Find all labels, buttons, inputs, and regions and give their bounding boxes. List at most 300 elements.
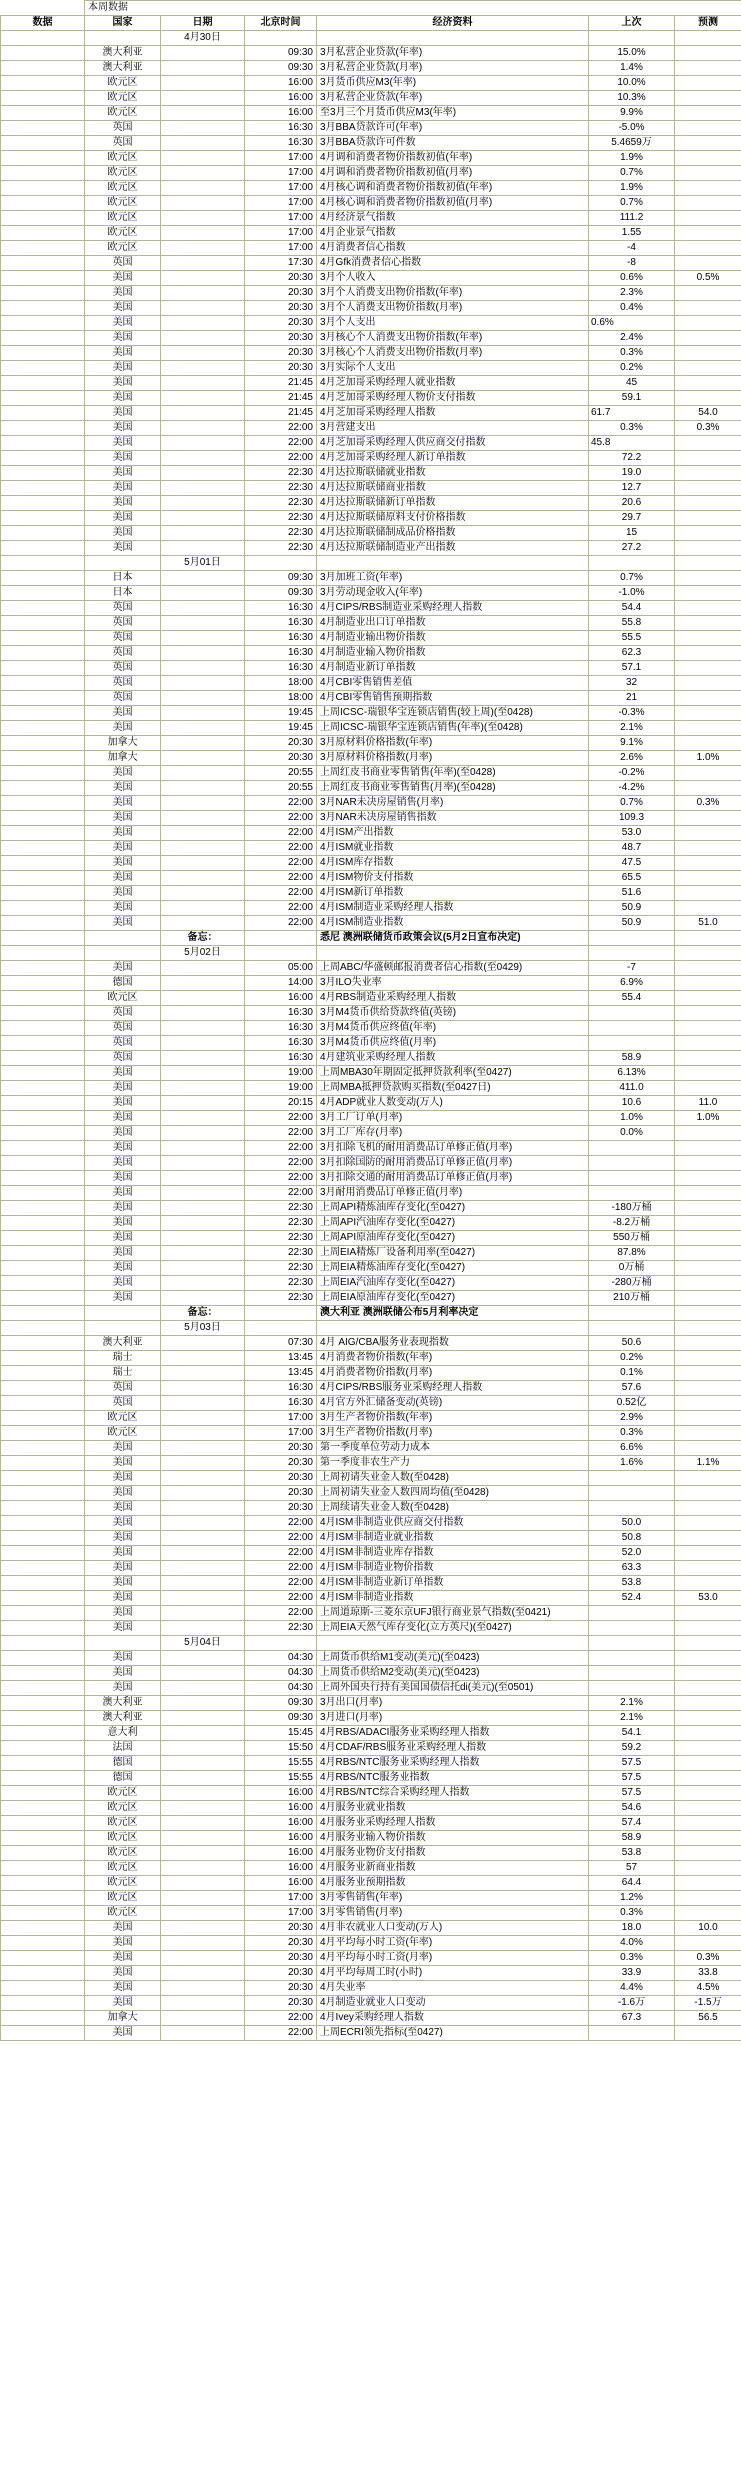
side-spacer (1, 1141, 85, 1156)
side-spacer (1, 481, 85, 496)
cell-event: 3月个人支出 (317, 316, 589, 331)
cell-event: 第一季度单位劳动力成本 (317, 1441, 589, 1456)
table-row (1, 1141, 741, 1156)
side-spacer (1, 1456, 85, 1471)
side-spacer (1, 961, 85, 976)
cell-event: 4月消费者物价指数(年率) (317, 1351, 589, 1366)
cell-forecast (675, 1366, 741, 1381)
cell-previous (589, 1651, 675, 1666)
cell-country: 美国 (85, 286, 161, 301)
cell-country: 美国 (85, 496, 161, 511)
cell-forecast (675, 466, 741, 481)
cell-time: 17:00 (245, 1906, 317, 1921)
table-row (1, 871, 741, 886)
cell-country: 欧元区 (85, 226, 161, 241)
cell-country: 英国 (85, 616, 161, 631)
cell-previous: 1.9% (589, 151, 675, 166)
side-spacer (1, 841, 85, 856)
cell-forecast (675, 1561, 741, 1576)
cell-date (161, 961, 245, 976)
cell-event: 4月核心调和消费者物价指数初值(月率) (317, 196, 589, 211)
side-label: 数据 (1, 16, 85, 31)
cell-previous: 57.5 (589, 1771, 675, 1786)
cell-time: 21:45 (245, 406, 317, 421)
side-spacer (1, 886, 85, 901)
cell-country: 欧元区 (85, 1876, 161, 1891)
table-row (1, 661, 741, 676)
cell-forecast (675, 1156, 741, 1171)
side-spacer (1, 1261, 85, 1276)
cell-time: 22:30 (245, 466, 317, 481)
side-spacer (1, 1816, 85, 1831)
cell-event: 3月加班工资(年率) (317, 571, 589, 586)
cell-time: 14:00 (245, 976, 317, 991)
cell-previous: 50.9 (589, 901, 675, 916)
side-spacer (1, 1711, 85, 1726)
side-spacer (1, 946, 85, 961)
cell-event: 4月消费者信心指数 (317, 241, 589, 256)
cell-previous: 57.4 (589, 1816, 675, 1831)
cell-date (161, 2011, 245, 2026)
side-spacer (1, 1366, 85, 1381)
cell-forecast (675, 886, 741, 901)
cell-previous: 87.8% (589, 1246, 675, 1261)
cell-date (161, 166, 245, 181)
cell-previous: 59.1 (589, 391, 675, 406)
cell-time: 22:00 (245, 1156, 317, 1171)
cell-country: 美国 (85, 1486, 161, 1501)
cell-event: 3月生产者物价指数(年率) (317, 1411, 589, 1426)
table-row (1, 1096, 741, 1111)
cell-time: 16:00 (245, 1846, 317, 1861)
cell-date (161, 226, 245, 241)
cell-time: 20:30 (245, 1921, 317, 1936)
table-row (1, 1666, 741, 1681)
cell-date (161, 1036, 245, 1051)
cell-previous: 21 (589, 691, 675, 706)
cell-forecast (675, 1141, 741, 1156)
side-spacer (1, 571, 85, 586)
cell-country: 英国 (85, 136, 161, 151)
cell-event: 上周EIA精炼油库存变化(至0427) (317, 1261, 589, 1276)
memo-row (1, 931, 741, 946)
side-spacer (1, 451, 85, 466)
cell-country: 美国 (85, 436, 161, 451)
cell-forecast (675, 1846, 741, 1861)
cell-country: 加拿大 (85, 2011, 161, 2026)
banner-title: 本周数据 (85, 1, 741, 16)
side-spacer (1, 151, 85, 166)
table-row (1, 811, 741, 826)
cell-event: 3月零售销售(年率) (317, 1891, 589, 1906)
cell-previous (589, 1666, 675, 1681)
cell-country: 美国 (85, 541, 161, 556)
cell-event: 4月制造业输入物价指数 (317, 646, 589, 661)
cell-event: 上周货币供给M1变动(美元)(至0423) (317, 1651, 589, 1666)
date-header-row (1, 1636, 741, 1651)
cell-country: 美国 (85, 1231, 161, 1246)
side-spacer (1, 1066, 85, 1081)
cell-event: 上周ICSC-瑞银华宝连锁店销售(年率)(至0428) (317, 721, 589, 736)
cell-country: 美国 (85, 466, 161, 481)
side-spacer (1, 1081, 85, 1096)
table-row (1, 106, 741, 121)
cell-event: 3月零售销售(月率) (317, 1906, 589, 1921)
cell-forecast (675, 1711, 741, 1726)
cell-country: 美国 (85, 1561, 161, 1576)
table-row (1, 1186, 741, 1201)
cell-previous: 45.8 (589, 436, 675, 451)
cell-forecast (675, 1231, 741, 1246)
cell-previous: 0.52亿 (589, 1396, 675, 1411)
cell-event: 4月芝加哥采购经理人就业指数 (317, 376, 589, 391)
side-spacer (1, 676, 85, 691)
date-header-label: 4月30日 (161, 31, 245, 46)
cell-event: 4月服务业采购经理人指数 (317, 1816, 589, 1831)
side-spacer (1, 901, 85, 916)
cell-forecast: 0.5% (675, 271, 741, 286)
cell-forecast (675, 376, 741, 391)
cell-time: 17:00 (245, 1411, 317, 1426)
side-spacer (1, 1621, 85, 1636)
side-spacer (1, 1981, 85, 1996)
cell-forecast (675, 1861, 741, 1876)
cell-forecast: 4.5% (675, 1981, 741, 1996)
cell-date (161, 196, 245, 211)
cell-event: 4月达拉斯联储制成品价格指数 (317, 526, 589, 541)
cell-previous: 0.3% (589, 346, 675, 361)
cell-forecast (675, 121, 741, 136)
table-row (1, 1456, 741, 1471)
cell-date (161, 1576, 245, 1591)
table-row (1, 1741, 741, 1756)
side-spacer (1, 1291, 85, 1306)
cell-previous: 53.8 (589, 1576, 675, 1591)
cell-time: 22:00 (245, 1186, 317, 1201)
cell-date (161, 1921, 245, 1936)
cell-forecast (675, 511, 741, 526)
side-spacer (1, 226, 85, 241)
cell-date (161, 1981, 245, 1996)
cell-time: 22:00 (245, 1561, 317, 1576)
cell-event: 3月M4货币供应终值(月率) (317, 1036, 589, 1051)
cell-time: 22:00 (245, 916, 317, 931)
table-row (1, 1246, 741, 1261)
table-row (1, 271, 741, 286)
cell-time: 20:55 (245, 781, 317, 796)
table-row (1, 421, 741, 436)
table-row (1, 1861, 741, 1876)
cell-date (161, 1801, 245, 1816)
cell-forecast (675, 976, 741, 991)
banner-spacer (1, 1, 85, 16)
cell-date (161, 1831, 245, 1846)
cell-previous (589, 1186, 675, 1201)
cell-previous: 2.9% (589, 1411, 675, 1426)
cell-date (161, 1201, 245, 1216)
cell-date (161, 301, 245, 316)
cell-time: 17:00 (245, 241, 317, 256)
cell-previous: 9.1% (589, 736, 675, 751)
cell-date (161, 1966, 245, 1981)
cell-previous: 58.9 (589, 1051, 675, 1066)
cell-date (161, 1606, 245, 1621)
side-spacer (1, 1111, 85, 1126)
cell-date (161, 1186, 245, 1201)
cell-event: 上周道琼斯-三菱东京UFJ银行商业景气指数(至0421) (317, 1606, 589, 1621)
cell-date (161, 886, 245, 901)
side-spacer (1, 1276, 85, 1291)
cell-time: 19:45 (245, 706, 317, 721)
cell-country: 美国 (85, 1261, 161, 1276)
cell-forecast (675, 1936, 741, 1951)
cell-country: 美国 (85, 1471, 161, 1486)
side-spacer (1, 1351, 85, 1366)
table-row (1, 526, 741, 541)
cell-previous (589, 31, 675, 46)
cell-date (161, 1276, 245, 1291)
side-spacer (1, 1666, 85, 1681)
table-row (1, 1591, 741, 1606)
cell-time: 22:00 (245, 1126, 317, 1141)
cell-forecast (675, 661, 741, 676)
cell-date (161, 631, 245, 646)
table-row (1, 631, 741, 646)
cell-date (161, 1081, 245, 1096)
table-row (1, 886, 741, 901)
cell-date (161, 1111, 245, 1126)
side-spacer (1, 1051, 85, 1066)
cell-time: 17:30 (245, 256, 317, 271)
cell-date (161, 1126, 245, 1141)
side-spacer (1, 1201, 85, 1216)
cell-date (161, 1546, 245, 1561)
cell-forecast (675, 901, 741, 916)
cell-previous: 2.1% (589, 1711, 675, 1726)
cell-event: 上周ABC/华盛顿邮报消费者信心指数(至0429) (317, 961, 589, 976)
cell-time: 09:30 (245, 1711, 317, 1726)
cell-forecast (675, 1381, 741, 1396)
cell-event: 上周EIA汽油库存变化(至0427) (317, 1276, 589, 1291)
cell-country: 美国 (85, 1246, 161, 1261)
cell-event: 3月M4货币供应终值(年率) (317, 1021, 589, 1036)
table-row (1, 541, 741, 556)
cell-previous: 2.1% (589, 1696, 675, 1711)
side-spacer (1, 1906, 85, 1921)
cell-forecast (675, 1276, 741, 1291)
table-row (1, 256, 741, 271)
cell-forecast (675, 1261, 741, 1276)
cell-country: 欧元区 (85, 1786, 161, 1801)
cell-forecast (675, 1291, 741, 1306)
cell-country: 欧元区 (85, 1861, 161, 1876)
cell-country: 美国 (85, 511, 161, 526)
side-spacer (1, 1681, 85, 1696)
cell-date (161, 1411, 245, 1426)
cell-previous: -8.2万桶 (589, 1216, 675, 1231)
cell-country: 加拿大 (85, 736, 161, 751)
table-row (1, 1906, 741, 1921)
cell-event: 3月个人消费支出物价指数(月率) (317, 301, 589, 316)
side-spacer (1, 1336, 85, 1351)
table-row (1, 1171, 741, 1186)
cell-event: 3月出口(月率) (317, 1696, 589, 1711)
cell-time: 20:30 (245, 1456, 317, 1471)
cell-date (161, 421, 245, 436)
cell-time: 22:00 (245, 856, 317, 871)
cell-country: 美国 (85, 1216, 161, 1231)
cell-event: 3月工厂订单(月率) (317, 1111, 589, 1126)
cell-event: 4月服务业新商业指数 (317, 1861, 589, 1876)
cell-country: 美国 (85, 421, 161, 436)
cell-country: 美国 (85, 301, 161, 316)
cell-forecast (675, 226, 741, 241)
cell-time: 20:55 (245, 766, 317, 781)
cell-country: 英国 (85, 256, 161, 271)
side-spacer (1, 301, 85, 316)
side-spacer (1, 1381, 85, 1396)
side-spacer (1, 241, 85, 256)
side-spacer (1, 1501, 85, 1516)
cell-event: 上周ECRI领先指标(至0427) (317, 2026, 589, 2041)
cell-country: 欧元区 (85, 76, 161, 91)
cell-date (161, 646, 245, 661)
cell-time: 16:00 (245, 1801, 317, 1816)
cell-forecast (675, 2026, 741, 2041)
cell-previous: 6.9% (589, 976, 675, 991)
cell-event: 4月制造业输出物价指数 (317, 631, 589, 646)
cell-time: 16:00 (245, 1861, 317, 1876)
cell-date (161, 1666, 245, 1681)
cell-date (161, 1846, 245, 1861)
cell-event: 4月企业景气指数 (317, 226, 589, 241)
cell-time: 21:45 (245, 376, 317, 391)
table-row (1, 1351, 741, 1366)
cell-previous: 64.4 (589, 1876, 675, 1891)
table-row (1, 1036, 741, 1051)
memo-label: 备忘： (161, 1306, 245, 1321)
cell-previous: 18.0 (589, 1921, 675, 1936)
cell-event: 4月调和消费者物价指数初值(年率) (317, 151, 589, 166)
cell-forecast: 0.3% (675, 421, 741, 436)
cell-time: 20:30 (245, 346, 317, 361)
cell-event: 4月ISM非制造业供应商交付指数 (317, 1516, 589, 1531)
column-header-previous: 上次 (589, 16, 675, 31)
cell-previous: 2.1% (589, 721, 675, 736)
cell-previous (589, 1501, 675, 1516)
cell-country: 美国 (85, 316, 161, 331)
cell-event: 至3月三个月货币供应M3(年率) (317, 106, 589, 121)
cell-previous: 0.3% (589, 1906, 675, 1921)
table-row (1, 1771, 741, 1786)
cell-time: 16:00 (245, 106, 317, 121)
cell-country: 欧元区 (85, 1801, 161, 1816)
cell-country: 美国 (85, 856, 161, 871)
memo-text: 澳大利亚 澳洲联储公布5月利率决定 (317, 1306, 589, 1321)
cell-time: 17:00 (245, 166, 317, 181)
cell-forecast (675, 721, 741, 736)
cell-event: 3月耐用消费品订单修正值(月率) (317, 1186, 589, 1201)
table-row (1, 1606, 741, 1621)
side-spacer (1, 1306, 85, 1321)
cell-forecast (675, 256, 741, 271)
date-header-label: 5月01日 (161, 556, 245, 571)
cell-time: 20:30 (245, 271, 317, 286)
cell-previous: 15.0% (589, 46, 675, 61)
cell-previous: 54.6 (589, 1801, 675, 1816)
cell-forecast (675, 1771, 741, 1786)
cell-country: 欧元区 (85, 991, 161, 1006)
side-spacer (1, 436, 85, 451)
cell-forecast: -1.5万 (675, 1996, 741, 2011)
cell-time: 20:30 (245, 361, 317, 376)
cell-time: 16:30 (245, 136, 317, 151)
cell-forecast (675, 1636, 741, 1651)
side-spacer (1, 811, 85, 826)
cell-forecast (675, 151, 741, 166)
table-row (1, 796, 741, 811)
cell-previous: 57.6 (589, 1381, 675, 1396)
cell-previous: 10.3% (589, 91, 675, 106)
cell-event: 3月劳动现金收入(年率) (317, 586, 589, 601)
side-spacer (1, 1591, 85, 1606)
cell-previous (589, 1321, 675, 1336)
cell-previous (589, 946, 675, 961)
side-spacer (1, 1786, 85, 1801)
cell-date (161, 601, 245, 616)
side-spacer (1, 1876, 85, 1891)
cell-forecast (675, 286, 741, 301)
cell-time: 16:30 (245, 1051, 317, 1066)
cell-event: 4月ISM库存指数 (317, 856, 589, 871)
cell-forecast (675, 631, 741, 646)
cell-time: 16:30 (245, 661, 317, 676)
cell-country: 美国 (85, 1981, 161, 1996)
side-spacer (1, 556, 85, 571)
cell-date (161, 106, 245, 121)
side-spacer (1, 1006, 85, 1021)
side-spacer (1, 1531, 85, 1546)
cell-forecast (675, 1606, 741, 1621)
cell-forecast (675, 571, 741, 586)
cell-previous (589, 1021, 675, 1036)
cell-country: 英国 (85, 1036, 161, 1051)
cell-previous (589, 1036, 675, 1051)
cell-forecast (675, 1876, 741, 1891)
table-row (1, 1786, 741, 1801)
column-header-forecast: 预测 (675, 16, 741, 31)
cell-country: 欧元区 (85, 1891, 161, 1906)
table-row (1, 121, 741, 136)
cell-forecast (675, 496, 741, 511)
cell-previous: -4 (589, 241, 675, 256)
side-spacer (1, 406, 85, 421)
cell-time: 09:30 (245, 46, 317, 61)
cell-date (161, 1006, 245, 1021)
cell-previous: 33.9 (589, 1966, 675, 1981)
cell-time: 22:30 (245, 511, 317, 526)
table-row (1, 856, 741, 871)
cell-event: 3月个人消费支出物价指数(年率) (317, 286, 589, 301)
cell-date (161, 1096, 245, 1111)
cell-event: 3月原材料价格指数(月率) (317, 751, 589, 766)
cell-date (161, 871, 245, 886)
cell-time: 22:30 (245, 1261, 317, 1276)
table-row (1, 1381, 741, 1396)
cell-date (161, 2026, 245, 2041)
cell-forecast (675, 826, 741, 841)
cell-date (161, 91, 245, 106)
